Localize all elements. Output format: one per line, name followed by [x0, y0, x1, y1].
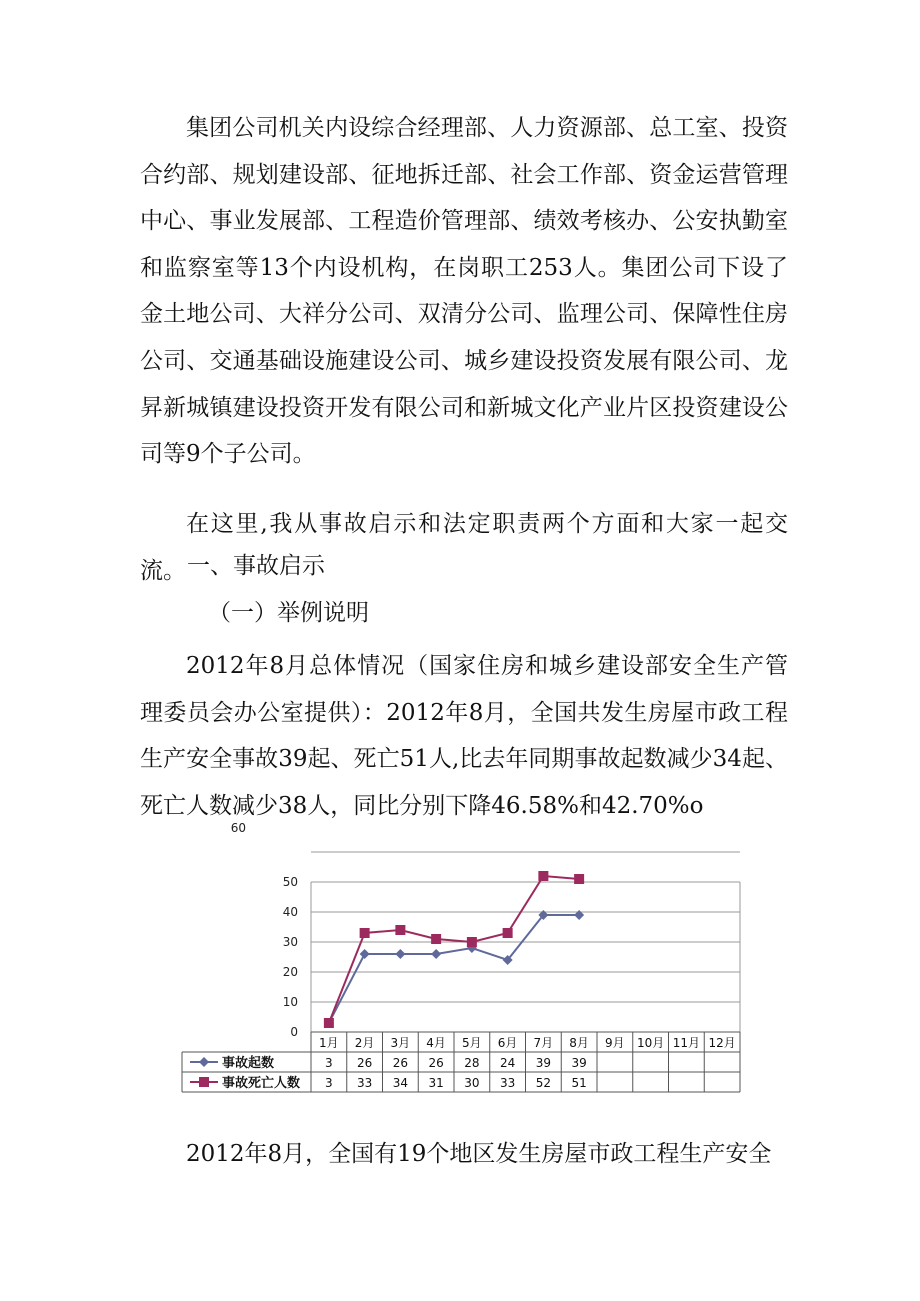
x-tick-label: 10月 [636, 1036, 665, 1050]
x-tick-label: 12月 [708, 1036, 736, 1050]
legend-marker [199, 1077, 209, 1087]
paragraph-text: 2012年8月总体情况（国家住房和城乡建设部安全生产管理委员会办公室提供）：2012年8月，全国共发生房屋市政工程生产安全事故39起、死亡51人,比去年同期事故起数减少34起、死亡人数减少38人，同比分别下降46.58%和42.70%o [140, 653, 788, 819]
data-label: 52 [535, 1076, 552, 1090]
data-label: 39 [571, 1056, 587, 1070]
data-label: 28 [464, 1056, 480, 1070]
x-tick-label: 7月 [533, 1036, 554, 1050]
y-tick-label: 40 [282, 905, 298, 919]
data-point-marker [360, 928, 370, 938]
paragraph-text: 集团公司机关内设综合经理部、人力资源部、总工室、投资合约部、规划建设部、征地拆迁部、社会工作部、资金运营管理中心、事业发展部、工程造价管理部、绩效考核办、公安执勤室和监察室等13个内设机构，在岗职工253人。集团公司下设了金土地公司、大祥分公司、双清分公司、监理公司、保障性住房公司、交通基础设施建设公司、城乡建设投资发展有限公司、龙昇新城镇建设投资开发有限公司和新城文化产业片区投资建设公司等9个子公司。 [140, 115, 788, 468]
data-point-marker [467, 937, 477, 947]
data-label: 26 [356, 1056, 373, 1070]
data-point-marker [503, 928, 513, 938]
series-line [329, 876, 579, 1023]
data-label: 33 [499, 1076, 516, 1090]
data-point-marker [538, 871, 548, 881]
y-tick-label: 20 [282, 965, 298, 979]
y-tick-label: 60 [230, 821, 246, 835]
data-label: 33 [356, 1076, 373, 1090]
x-tick-label: 2月 [354, 1036, 375, 1050]
data-label: 3 [325, 1076, 333, 1090]
data-point-marker [395, 949, 405, 959]
data-label: 3 [325, 1056, 333, 1070]
legend-marker [199, 1057, 209, 1067]
x-tick-label: 9月 [605, 1036, 625, 1050]
paragraph-regions [140, 1131, 788, 1178]
data-label: 24 [499, 1056, 516, 1070]
data-point-marker [431, 949, 441, 959]
subsection-heading: （一）举例说明 [208, 600, 369, 626]
x-tick-label: 3月 [390, 1036, 411, 1050]
data-label: 51 [571, 1076, 587, 1090]
paragraph-text: 在这里,我从事故启示和法定职责两个方面和大家一起交流。 [140, 511, 788, 584]
y-tick-label: 10 [282, 995, 298, 1009]
data-point-marker [360, 949, 370, 959]
x-tick-label: 11月 [672, 1036, 701, 1050]
data-label: 39 [535, 1056, 552, 1070]
x-tick-label: 1月 [319, 1036, 339, 1050]
data-label: 34 [392, 1076, 409, 1090]
data-point-marker [324, 1018, 334, 1028]
x-tick-label: 5月 [462, 1036, 482, 1050]
data-point-marker [574, 874, 584, 884]
paragraph-text: 2012年8月，全国有19个地区发生房屋市政工程生产安全 [186, 1141, 772, 1167]
data-label: 30 [464, 1076, 480, 1090]
y-tick-label: 30 [282, 935, 298, 949]
section-heading: 一、事故启示 [187, 553, 325, 579]
data-point-marker [395, 925, 405, 935]
data-label: 26 [392, 1056, 409, 1070]
x-tick-label: 4月 [426, 1036, 446, 1050]
legend-label: 事故死亡人数 [222, 1076, 301, 1091]
x-tick-label: 8月 [569, 1036, 589, 1050]
paragraph-august-summary [140, 643, 788, 829]
data-point-marker [431, 934, 441, 944]
x-tick-label: 6月 [497, 1036, 518, 1050]
accident-line-chart [178, 820, 744, 1102]
paragraph-company-structure [140, 105, 788, 478]
data-label: 31 [428, 1076, 444, 1090]
y-tick-label: 0 [290, 1025, 298, 1039]
y-tick-label: 50 [282, 875, 298, 889]
legend-label: 事故起数 [222, 1056, 275, 1071]
data-label: 26 [428, 1056, 444, 1070]
